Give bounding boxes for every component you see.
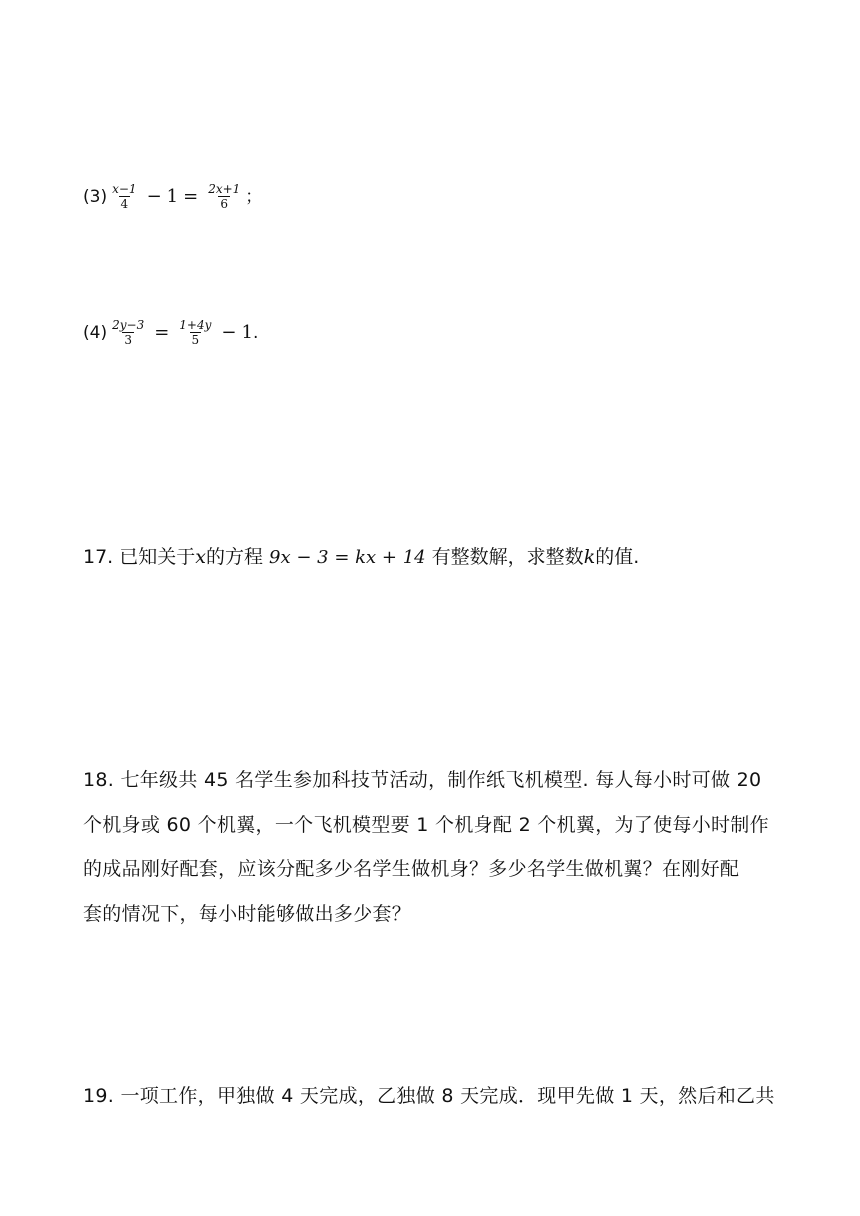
- question-18: [83, 758, 783, 936]
- equation-3: [83, 182, 262, 211]
- q17-mid1: 的方程: [205, 546, 270, 568]
- variable-k: k: [583, 546, 596, 568]
- problem-3-label: (3): [83, 186, 108, 207]
- q18-line-1: 18. 七年级共 45 名学生参加科技节活动，制作纸飞机模型. 每人每小时可做 20: [83, 769, 762, 791]
- equation-4: [83, 318, 258, 347]
- end-punctuation: ；: [245, 186, 263, 207]
- fraction-numerator: 2x+1: [208, 182, 241, 196]
- equals-sign: =: [154, 321, 170, 343]
- constant-one: 1: [166, 185, 179, 207]
- fraction-lhs: [110, 318, 146, 347]
- question-19: [83, 1074, 783, 1119]
- q19-line-1: 19. 一项工作，甲独做 4 天完成，乙独做 8 天完成．现甲先做 1 天，然后和乙共: [83, 1085, 775, 1107]
- q18-line-3: 的成品刚好配套，应该分配多少名学生做机身？多少名学生做机翼？在刚好配: [83, 858, 740, 880]
- fraction-denominator: 6: [220, 197, 229, 211]
- problem-3: [83, 182, 262, 211]
- equals-sign: =: [183, 185, 199, 207]
- q17-equation: 9x − 3 = kx + 14: [269, 547, 426, 568]
- question-17: [83, 546, 639, 569]
- minus-sign: −: [221, 321, 237, 343]
- q18-line-4: 套的情况下，每小时能够做出多少套？: [83, 902, 412, 925]
- constant-one: 1: [241, 321, 253, 343]
- problem-4: [83, 318, 258, 347]
- fraction-denominator: 5: [191, 333, 200, 347]
- q17-mid2: 有整数解，求整数: [425, 546, 584, 568]
- fraction-lhs: [110, 182, 138, 211]
- fraction-rhs: [206, 182, 242, 211]
- end-punctuation: .: [252, 322, 259, 343]
- fraction-rhs: [177, 318, 213, 347]
- q17-suffix: 的值.: [595, 546, 640, 568]
- q18-line-2: 个机身或 60 个机翼，一个飞机模型要 1 个机身配 2 个机翼，为了使每小时制作: [83, 813, 769, 836]
- fraction-denominator: 3: [124, 333, 132, 347]
- problem-4-label: (4): [83, 322, 108, 343]
- q17-prefix: 17. 已知关于: [83, 546, 196, 568]
- fraction-denominator: 4: [120, 197, 129, 211]
- minus-sign: −: [146, 185, 162, 207]
- fraction-numerator: 2y−3: [112, 318, 145, 332]
- variable-x: x: [195, 546, 206, 568]
- fraction-numerator: x−1: [112, 182, 137, 196]
- fraction-numerator: 1+4y: [179, 318, 212, 332]
